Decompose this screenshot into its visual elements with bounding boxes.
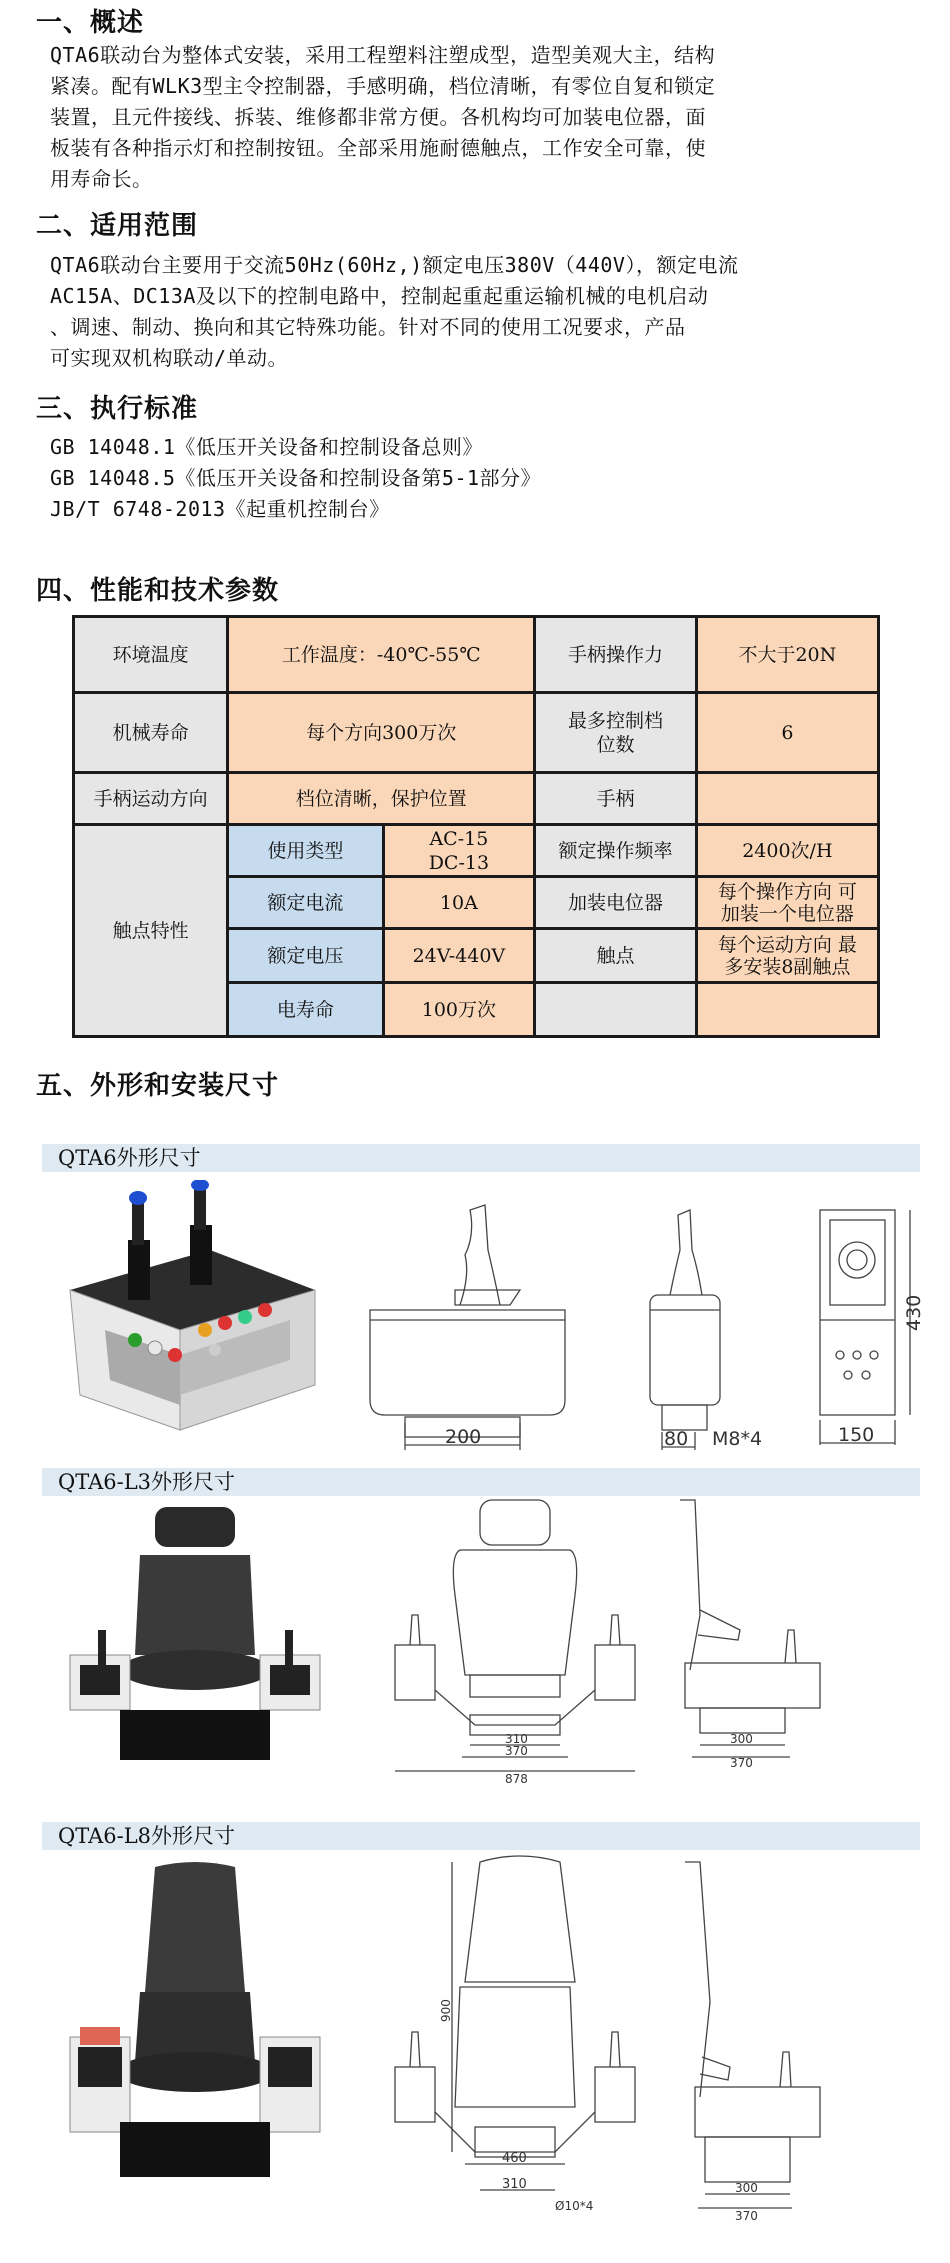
cell-label-contact: 触点特性 [74,825,228,1037]
text-line: 可实现双机构联动/单动。 [50,346,289,370]
standard-item: GB 14048.5《低压开关设备和控制设备第5-1部分》 [50,466,542,490]
text-line: 装置，且元件接线、拆装、维修都非常方便。各机构均可加装电位器，面 [50,105,706,129]
l8-front-drawing [390,1852,640,2222]
dim-d-label: 300 [730,1732,753,1746]
cell-value: 24V-440V [383,929,535,983]
qta6-base-drawing [810,1205,930,1455]
dim-width-label: 200 [445,1426,482,1448]
l8-side-drawing [670,1852,830,2222]
figure-band-l8: QTA6-L8外形尺寸 [42,1822,920,1850]
cell-value: 2400次/H [696,825,878,877]
cell-label: 额定操作频率 [535,825,697,877]
dim-height-label: 430 [903,1294,925,1331]
cell-label: 加装电位器 [535,877,697,929]
l3-product-photo [60,1505,325,1765]
dim-h-label: 900 [439,1999,453,2022]
dim-e-label: 370 [730,1756,753,1770]
section-title-overview: 一、概述 [36,8,145,38]
dim-d-label: 300 [735,2181,758,2195]
text-line: 用寿命长。 [50,167,153,191]
dim-b-label: 370 [505,1744,528,1758]
spec-table [72,615,880,1038]
cell-value: 不大于20N [696,617,878,693]
l3-side-drawing [670,1495,830,1785]
text-line: AC15A、DC13A及以下的控制电路中，控制起重起重运输机械的电机启动 [50,284,709,308]
section-title-dimensions: 五、外形和安装尺寸 [36,1071,280,1101]
dim-hole-label: Ø10*4 [555,2199,594,2213]
cell-value: 每个方向300万次 [228,693,535,773]
text-line: 、调速、制动、换向和其它特殊功能。针对不同的使用工况要求，产品 [50,315,686,339]
cell-sublabel: 使用类型 [228,825,383,877]
cell-sublabel: 额定电压 [228,929,383,983]
l8-product-photo [60,1862,325,2182]
cell-label: 触点 [535,929,697,983]
cell-label: 最多控制档位数 [535,693,697,773]
dim-a-label: 310 [505,1732,528,1746]
cell-label: 机械寿命 [74,693,228,773]
cell-value: 每个操作方向 可加装一个电位器 [696,877,878,929]
cell-value: 每个运动方向 最多安装8副触点 [696,929,878,983]
dim-b-label: 310 [502,2177,527,2192]
qta6-front-drawing [640,1200,790,1455]
cell-value: 6 [696,693,878,773]
text-line: 紧凑。配有WLK3型主令控制器，手感明确，档位清晰，有零位自复和锁定 [50,74,716,98]
l3-front-drawing [390,1495,640,1785]
section-title-standards: 三、执行标准 [36,394,199,424]
text-line: 板装有各种指示灯和控制按钮。全部采用施耐德触点，工作安全可靠，使 [50,136,706,160]
standards-list [50,432,840,525]
dim-base-label: 150 [838,1424,875,1446]
cell-sublabel: 额定电流 [228,877,383,929]
cell-value [696,983,878,1037]
qta6-side-drawing [360,1195,590,1460]
overview-paragraph [50,40,840,195]
dim-e-label: 370 [735,2209,758,2222]
cell-value: 档位清晰，保护位置 [228,773,535,825]
text-line: QTA6联动台主要用于交流50Hz(60Hz,)额定电压380V（440V），额定电流 [50,253,739,277]
scope-paragraph [50,250,840,374]
standard-item: JB/T 6748-2013《起重机控制台》 [50,497,390,521]
cell-label: 手柄运动方向 [74,773,228,825]
figure-band-qta6: QTA6外形尺寸 [42,1144,920,1172]
cell-label: 环境温度 [74,617,228,693]
text-line: QTA6联动台为整体式安装，采用工程塑料注塑成型，造型美观大主，结构 [50,43,716,67]
cell-sublabel: 电寿命 [228,983,383,1037]
cell-label: 手柄 [535,773,697,825]
cell-value: 工作温度：-40℃-55℃ [228,617,535,693]
standard-item: GB 14048.1《低压开关设备和控制设备总则》 [50,435,483,459]
cell-label: 手柄操作力 [535,617,697,693]
cell-value: 10A [383,877,535,929]
dim-bolt-label: M8*4 [712,1428,763,1450]
cell-value: 100万次 [383,983,535,1037]
cell-value: AC-15 DC-13 [383,825,535,877]
figure-band-l3: QTA6-L3外形尺寸 [42,1468,920,1496]
cell-label [535,983,697,1037]
cell-value [696,773,878,825]
section-title-parameters: 四、性能和技术参数 [36,576,280,606]
dim-a-label: 460 [502,2151,527,2166]
dim-c-label: 878 [505,1772,528,1785]
section-title-scope: 二、适用范围 [36,211,199,241]
qta6-product-photo [60,1180,325,1440]
dim-depth-label: 80 [664,1428,689,1450]
